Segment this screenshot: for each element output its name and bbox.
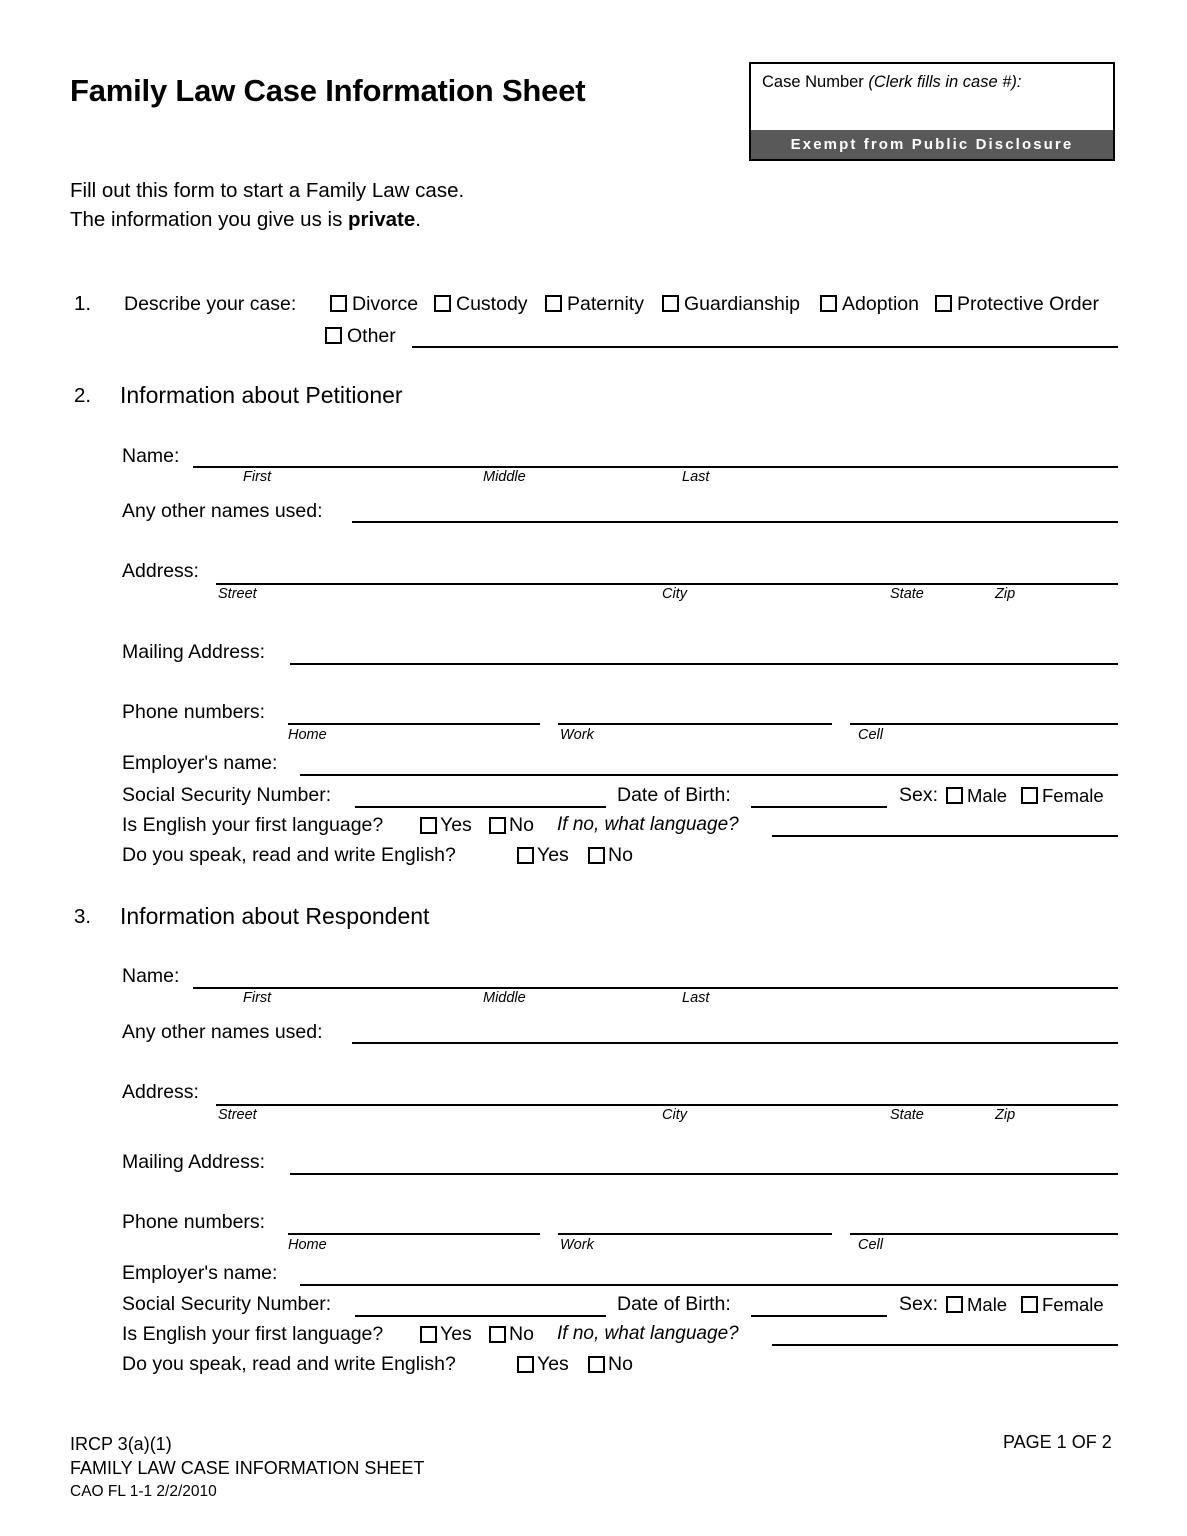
- section-2-number: 2.: [74, 384, 92, 407]
- petitioner-dob-input[interactable]: [751, 806, 887, 808]
- petitioner-label-male: Male: [967, 785, 1008, 806]
- respondent-address-input[interactable]: [216, 1104, 1118, 1106]
- label-other: Other: [347, 325, 396, 347]
- petitioner-phone-sub-cell: Cell: [858, 727, 883, 743]
- petitioner-phone-cell-input[interactable]: [850, 723, 1118, 725]
- label-custody: Custody: [456, 293, 528, 315]
- footer-left: [70, 1432, 424, 1504]
- petitioner-speak-label: Do you speak, read and write English?: [122, 844, 456, 866]
- petitioner-address-label: Address:: [122, 560, 199, 582]
- checkbox-paternity[interactable]: [545, 295, 562, 312]
- case-number-hint: (Clerk fills in case #):: [868, 73, 1022, 91]
- petitioner-employer-input[interactable]: [300, 774, 1118, 776]
- describe-case-label: Describe your case:: [124, 293, 297, 315]
- respondent-phone-label: Phone numbers:: [122, 1211, 266, 1233]
- petitioner-employer-label: Employer's name:: [122, 752, 278, 774]
- respondent-checkbox-speak-no[interactable]: [588, 1356, 605, 1373]
- respondent-label-male: Male: [967, 1294, 1008, 1315]
- case-number-box: [749, 62, 1115, 161]
- label-adoption: Adoption: [842, 293, 919, 315]
- petitioner-address-input[interactable]: [216, 583, 1118, 585]
- petitioner-name-input[interactable]: [193, 466, 1118, 468]
- petitioner-address-sub-city: City: [662, 586, 687, 602]
- respondent-address-sub-state: State: [890, 1107, 924, 1123]
- respondent-other-names-label: Any other names used:: [122, 1021, 323, 1043]
- petitioner-phone-label: Phone numbers:: [122, 701, 266, 723]
- intro-line-2: [70, 205, 464, 234]
- petitioner-label-female: Female: [1042, 785, 1104, 806]
- petitioner-address-sub-state: State: [890, 586, 924, 602]
- respondent-other-language-input[interactable]: [772, 1344, 1118, 1346]
- exempt-disclosure-banner: Exempt from Public Disclosure: [751, 130, 1113, 159]
- section-3-number: 3.: [74, 905, 92, 928]
- petitioner-phone-work-input[interactable]: [558, 723, 832, 725]
- label-divorce: Divorce: [352, 293, 419, 315]
- petitioner-sex-label: Sex:: [899, 784, 939, 806]
- respondent-checkbox-english-first-no[interactable]: [489, 1326, 506, 1343]
- respondent-phone-work-input[interactable]: [558, 1233, 832, 1235]
- respondent-ssn-input[interactable]: [355, 1315, 606, 1317]
- petitioner-other-language-input[interactable]: [772, 835, 1118, 837]
- petitioner-phone-home-input[interactable]: [288, 723, 540, 725]
- respondent-address-sub-city: City: [662, 1107, 687, 1123]
- petitioner-mailing-label: Mailing Address:: [122, 641, 266, 663]
- respondent-phone-sub-cell: Cell: [858, 1237, 883, 1253]
- petitioner-label-english-first-yes: Yes: [440, 814, 472, 836]
- petitioner-checkbox-english-first-yes[interactable]: [420, 817, 437, 834]
- footer-form-title: FAMILY LAW CASE INFORMATION SHEET: [70, 1458, 425, 1478]
- respondent-phone-sub-work: Work: [560, 1237, 594, 1253]
- petitioner-mailing-input[interactable]: [290, 663, 1118, 665]
- section-1-number: 1.: [74, 292, 92, 315]
- petitioner-phone-sub-home: Home: [288, 727, 327, 743]
- intro-line-2-prefix: The information you give us is: [70, 208, 349, 231]
- petitioner-if-no-language-label: If no, what language?: [557, 814, 739, 835]
- respondent-checkbox-speak-yes[interactable]: [517, 1356, 534, 1373]
- petitioner-address-sub-zip: Zip: [995, 586, 1016, 602]
- respondent-checkbox-female[interactable]: [1021, 1296, 1038, 1313]
- respondent-ssn-label: Social Security Number:: [122, 1293, 332, 1315]
- checkbox-adoption[interactable]: [820, 295, 837, 312]
- respondent-sex-label: Sex:: [899, 1293, 939, 1315]
- respondent-mailing-label: Mailing Address:: [122, 1151, 266, 1173]
- section-2-heading: Information about Petitioner: [120, 382, 403, 408]
- respondent-label-female: Female: [1042, 1294, 1104, 1315]
- input-other-case-type[interactable]: [412, 346, 1118, 348]
- petitioner-name-sub-last: Last: [682, 469, 710, 485]
- respondent-name-sub-first: First: [243, 990, 272, 1006]
- checkbox-other[interactable]: [325, 327, 342, 344]
- respondent-address-sub-street: Street: [218, 1107, 257, 1123]
- petitioner-label-speak-no: No: [608, 844, 633, 866]
- petitioner-checkbox-english-first-no[interactable]: [489, 817, 506, 834]
- respondent-phone-sub-home: Home: [288, 1237, 327, 1253]
- label-guardianship: Guardianship: [684, 293, 800, 315]
- respondent-checkbox-male[interactable]: [946, 1296, 963, 1313]
- petitioner-other-names-input[interactable]: [352, 521, 1118, 523]
- respondent-address-label: Address:: [122, 1081, 199, 1103]
- checkbox-custody[interactable]: [434, 295, 451, 312]
- respondent-dob-label: Date of Birth:: [617, 1293, 731, 1315]
- respondent-checkbox-english-first-yes[interactable]: [420, 1326, 437, 1343]
- checkbox-protective-order[interactable]: [935, 295, 952, 312]
- footer-form-code: CAO FL 1-1 2/2/2010: [70, 1483, 217, 1500]
- respondent-english-first-label: Is English your first language?: [122, 1323, 384, 1345]
- petitioner-label-english-first-no: No: [509, 814, 534, 836]
- checkbox-guardianship[interactable]: [662, 295, 679, 312]
- respondent-label-english-first-no: No: [509, 1323, 534, 1345]
- respondent-phone-home-input[interactable]: [288, 1233, 540, 1235]
- respondent-label-speak-no: No: [608, 1353, 633, 1375]
- respondent-if-no-language-label: If no, what language?: [557, 1323, 739, 1344]
- respondent-address-sub-zip: Zip: [995, 1107, 1016, 1123]
- respondent-label-speak-yes: Yes: [537, 1353, 569, 1375]
- petitioner-other-names-label: Any other names used:: [122, 500, 323, 522]
- label-paternity: Paternity: [567, 293, 644, 315]
- label-protective-order: Protective Order: [957, 293, 1099, 315]
- footer-rule-citation: IRCP 3(a)(1): [70, 1434, 172, 1454]
- case-number-label: Case Number: [762, 73, 869, 91]
- petitioner-label-speak-yes: Yes: [537, 844, 569, 866]
- petitioner-checkbox-female[interactable]: [1021, 787, 1038, 804]
- petitioner-ssn-input[interactable]: [355, 806, 606, 808]
- respondent-dob-input[interactable]: [751, 1315, 887, 1317]
- petitioner-checkbox-speak-yes[interactable]: [517, 847, 534, 864]
- petitioner-name-sub-first: First: [243, 469, 272, 485]
- petitioner-dob-label: Date of Birth:: [617, 784, 731, 806]
- case-number-field[interactable]: [751, 64, 1113, 130]
- petitioner-address-sub-street: Street: [218, 586, 257, 602]
- petitioner-ssn-label: Social Security Number:: [122, 784, 332, 806]
- respondent-speak-label: Do you speak, read and write English?: [122, 1353, 456, 1375]
- respondent-phone-cell-input[interactable]: [850, 1233, 1118, 1235]
- intro-line-2-suffix: .: [415, 208, 421, 231]
- checkbox-divorce[interactable]: [330, 295, 347, 312]
- intro-private-word: private: [348, 208, 416, 231]
- intro-text: [70, 176, 464, 234]
- respondent-mailing-input[interactable]: [290, 1173, 1118, 1175]
- petitioner-checkbox-speak-no[interactable]: [588, 847, 605, 864]
- page-title: Family Law Case Information Sheet: [70, 73, 586, 108]
- intro-line-1: Fill out this form to start a Family Law case.: [70, 179, 465, 202]
- respondent-label-english-first-yes: Yes: [440, 1323, 472, 1345]
- respondent-other-names-input[interactable]: [352, 1042, 1118, 1044]
- respondent-name-sub-last: Last: [682, 990, 710, 1006]
- petitioner-english-first-label: Is English your first language?: [122, 814, 384, 836]
- respondent-name-sub-middle: Middle: [483, 990, 526, 1006]
- respondent-employer-input[interactable]: [300, 1284, 1118, 1286]
- petitioner-name-sub-middle: Middle: [483, 469, 526, 485]
- respondent-employer-label: Employer's name:: [122, 1262, 278, 1284]
- respondent-name-input[interactable]: [193, 987, 1118, 989]
- respondent-name-label: Name:: [122, 965, 180, 987]
- petitioner-checkbox-male[interactable]: [946, 787, 963, 804]
- footer-page-number: PAGE 1 OF 2: [1003, 1432, 1112, 1452]
- petitioner-phone-sub-work: Work: [560, 727, 594, 743]
- petitioner-name-label: Name:: [122, 445, 180, 467]
- section-3-heading: Information about Respondent: [120, 903, 430, 929]
